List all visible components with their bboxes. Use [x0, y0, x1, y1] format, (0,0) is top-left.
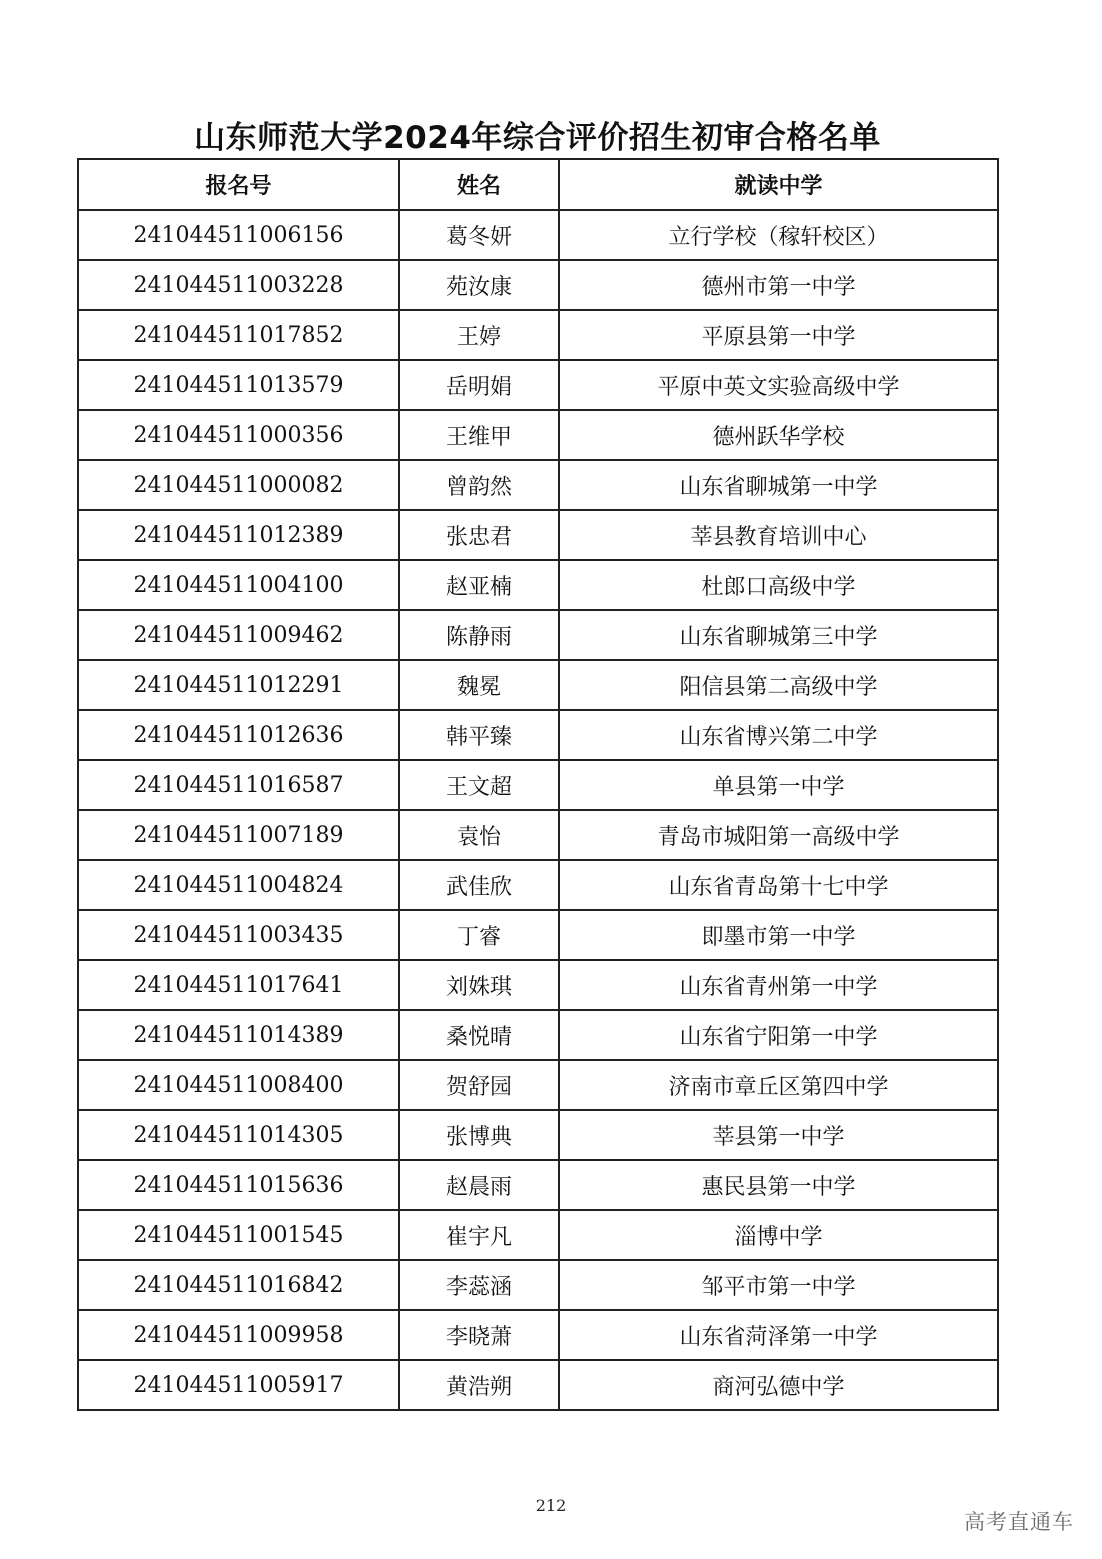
cell-registration-number: 241044511012636	[78, 710, 399, 760]
table-row	[78, 660, 998, 710]
table-row	[78, 260, 998, 310]
cell-student-name: 张博典	[399, 1110, 559, 1160]
cell-student-name: 王婷	[399, 310, 559, 360]
table-row	[78, 1360, 998, 1410]
cell-registration-number: 241044511016587	[78, 760, 399, 810]
cell-registration-number: 241044511014389	[78, 1010, 399, 1060]
cell-student-name: 陈静雨	[399, 610, 559, 660]
cell-school: 德州市第一中学	[559, 260, 998, 310]
cell-registration-number: 241044511016842	[78, 1260, 399, 1310]
cell-registration-number: 241044511000082	[78, 460, 399, 510]
cell-student-name: 苑汝康	[399, 260, 559, 310]
table-row	[78, 1310, 998, 1360]
table-row	[78, 1110, 998, 1160]
page-title: 山东师范大学2024年综合评价招生初审合格名单	[194, 120, 881, 156]
cell-student-name: 武佳欣	[399, 860, 559, 910]
cell-school: 杜郎口高级中学	[559, 560, 998, 610]
cell-registration-number: 241044511003228	[78, 260, 399, 310]
cell-student-name: 贺舒园	[399, 1060, 559, 1110]
cell-student-name: 曾韵然	[399, 460, 559, 510]
cell-school: 德州跃华学校	[559, 410, 998, 460]
page-number: 212	[535, 1496, 567, 1515]
cell-student-name: 赵晨雨	[399, 1160, 559, 1210]
column-header-registration-number: 报名号	[78, 159, 399, 210]
cell-registration-number: 241044511012389	[78, 510, 399, 560]
cell-registration-number: 241044511013579	[78, 360, 399, 410]
watermark: 高考直通车	[964, 1510, 1074, 1534]
table-body	[78, 210, 998, 1410]
cell-registration-number: 241044511014305	[78, 1110, 399, 1160]
cell-registration-number: 241044511008400	[78, 1060, 399, 1110]
cell-registration-number: 241044511009462	[78, 610, 399, 660]
table-row	[78, 1160, 998, 1210]
cell-student-name: 丁睿	[399, 910, 559, 960]
admission-list-table	[77, 158, 999, 1411]
cell-student-name: 韩平臻	[399, 710, 559, 760]
cell-registration-number: 241044511017852	[78, 310, 399, 360]
cell-student-name: 魏冕	[399, 660, 559, 710]
cell-student-name: 张忠君	[399, 510, 559, 560]
table-row	[78, 760, 998, 810]
table-row	[78, 960, 998, 1010]
table-row	[78, 1060, 998, 1110]
cell-school: 莘县教育培训中心	[559, 510, 998, 560]
table-row	[78, 810, 998, 860]
cell-registration-number: 241044511000356	[78, 410, 399, 460]
cell-student-name: 葛冬妍	[399, 210, 559, 260]
cell-school: 平原县第一中学	[559, 310, 998, 360]
cell-registration-number: 241044511017641	[78, 960, 399, 1010]
cell-school: 邹平市第一中学	[559, 1260, 998, 1310]
cell-school: 立行学校（稼轩校区）	[559, 210, 998, 260]
table-row	[78, 1260, 998, 1310]
table-row	[78, 310, 998, 360]
cell-school: 山东省青州第一中学	[559, 960, 998, 1010]
cell-registration-number: 241044511015636	[78, 1160, 399, 1210]
cell-student-name: 王维甲	[399, 410, 559, 460]
table-row	[78, 1210, 998, 1260]
column-header-name: 姓名	[399, 159, 559, 210]
cell-student-name: 崔宇凡	[399, 1210, 559, 1260]
cell-school: 山东省聊城第三中学	[559, 610, 998, 660]
cell-registration-number: 241044511005917	[78, 1360, 399, 1410]
column-header-school: 就读中学	[559, 159, 998, 210]
cell-registration-number: 241044511012291	[78, 660, 399, 710]
cell-registration-number: 241044511004100	[78, 560, 399, 610]
cell-student-name: 刘姝琪	[399, 960, 559, 1010]
cell-student-name: 黄浩朔	[399, 1360, 559, 1410]
cell-registration-number: 241044511009958	[78, 1310, 399, 1360]
cell-registration-number: 241044511006156	[78, 210, 399, 260]
cell-school: 平原中英文实验高级中学	[559, 360, 998, 410]
cell-registration-number: 241044511003435	[78, 910, 399, 960]
cell-school: 商河弘德中学	[559, 1360, 998, 1410]
cell-student-name: 李蕊涵	[399, 1260, 559, 1310]
table-row	[78, 360, 998, 410]
cell-school: 青岛市城阳第一高级中学	[559, 810, 998, 860]
cell-student-name: 岳明娟	[399, 360, 559, 410]
table-row	[78, 710, 998, 760]
cell-student-name: 桑悦晴	[399, 1010, 559, 1060]
cell-student-name: 李晓萧	[399, 1310, 559, 1360]
cell-school: 淄博中学	[559, 1210, 998, 1260]
table-row	[78, 1010, 998, 1060]
cell-school: 山东省青岛第十七中学	[559, 860, 998, 910]
cell-school: 山东省博兴第二中学	[559, 710, 998, 760]
cell-student-name: 王文超	[399, 760, 559, 810]
table-row	[78, 910, 998, 960]
cell-registration-number: 241044511004824	[78, 860, 399, 910]
table-row	[78, 510, 998, 560]
table-row	[78, 610, 998, 660]
cell-school: 山东省宁阳第一中学	[559, 1010, 998, 1060]
cell-registration-number: 241044511007189	[78, 810, 399, 860]
table-row	[78, 410, 998, 460]
table-header-row	[78, 159, 998, 210]
table-row	[78, 560, 998, 610]
table-row	[78, 210, 998, 260]
cell-student-name: 赵亚楠	[399, 560, 559, 610]
cell-school: 单县第一中学	[559, 760, 998, 810]
table-row	[78, 460, 998, 510]
cell-school: 莘县第一中学	[559, 1110, 998, 1160]
cell-school: 即墨市第一中学	[559, 910, 998, 960]
cell-school: 山东省聊城第一中学	[559, 460, 998, 510]
cell-registration-number: 241044511001545	[78, 1210, 399, 1260]
cell-school: 山东省菏泽第一中学	[559, 1310, 998, 1360]
cell-school: 阳信县第二高级中学	[559, 660, 998, 710]
cell-school: 惠民县第一中学	[559, 1160, 998, 1210]
cell-student-name: 袁怡	[399, 810, 559, 860]
table-row	[78, 860, 998, 910]
cell-school: 济南市章丘区第四中学	[559, 1060, 998, 1110]
